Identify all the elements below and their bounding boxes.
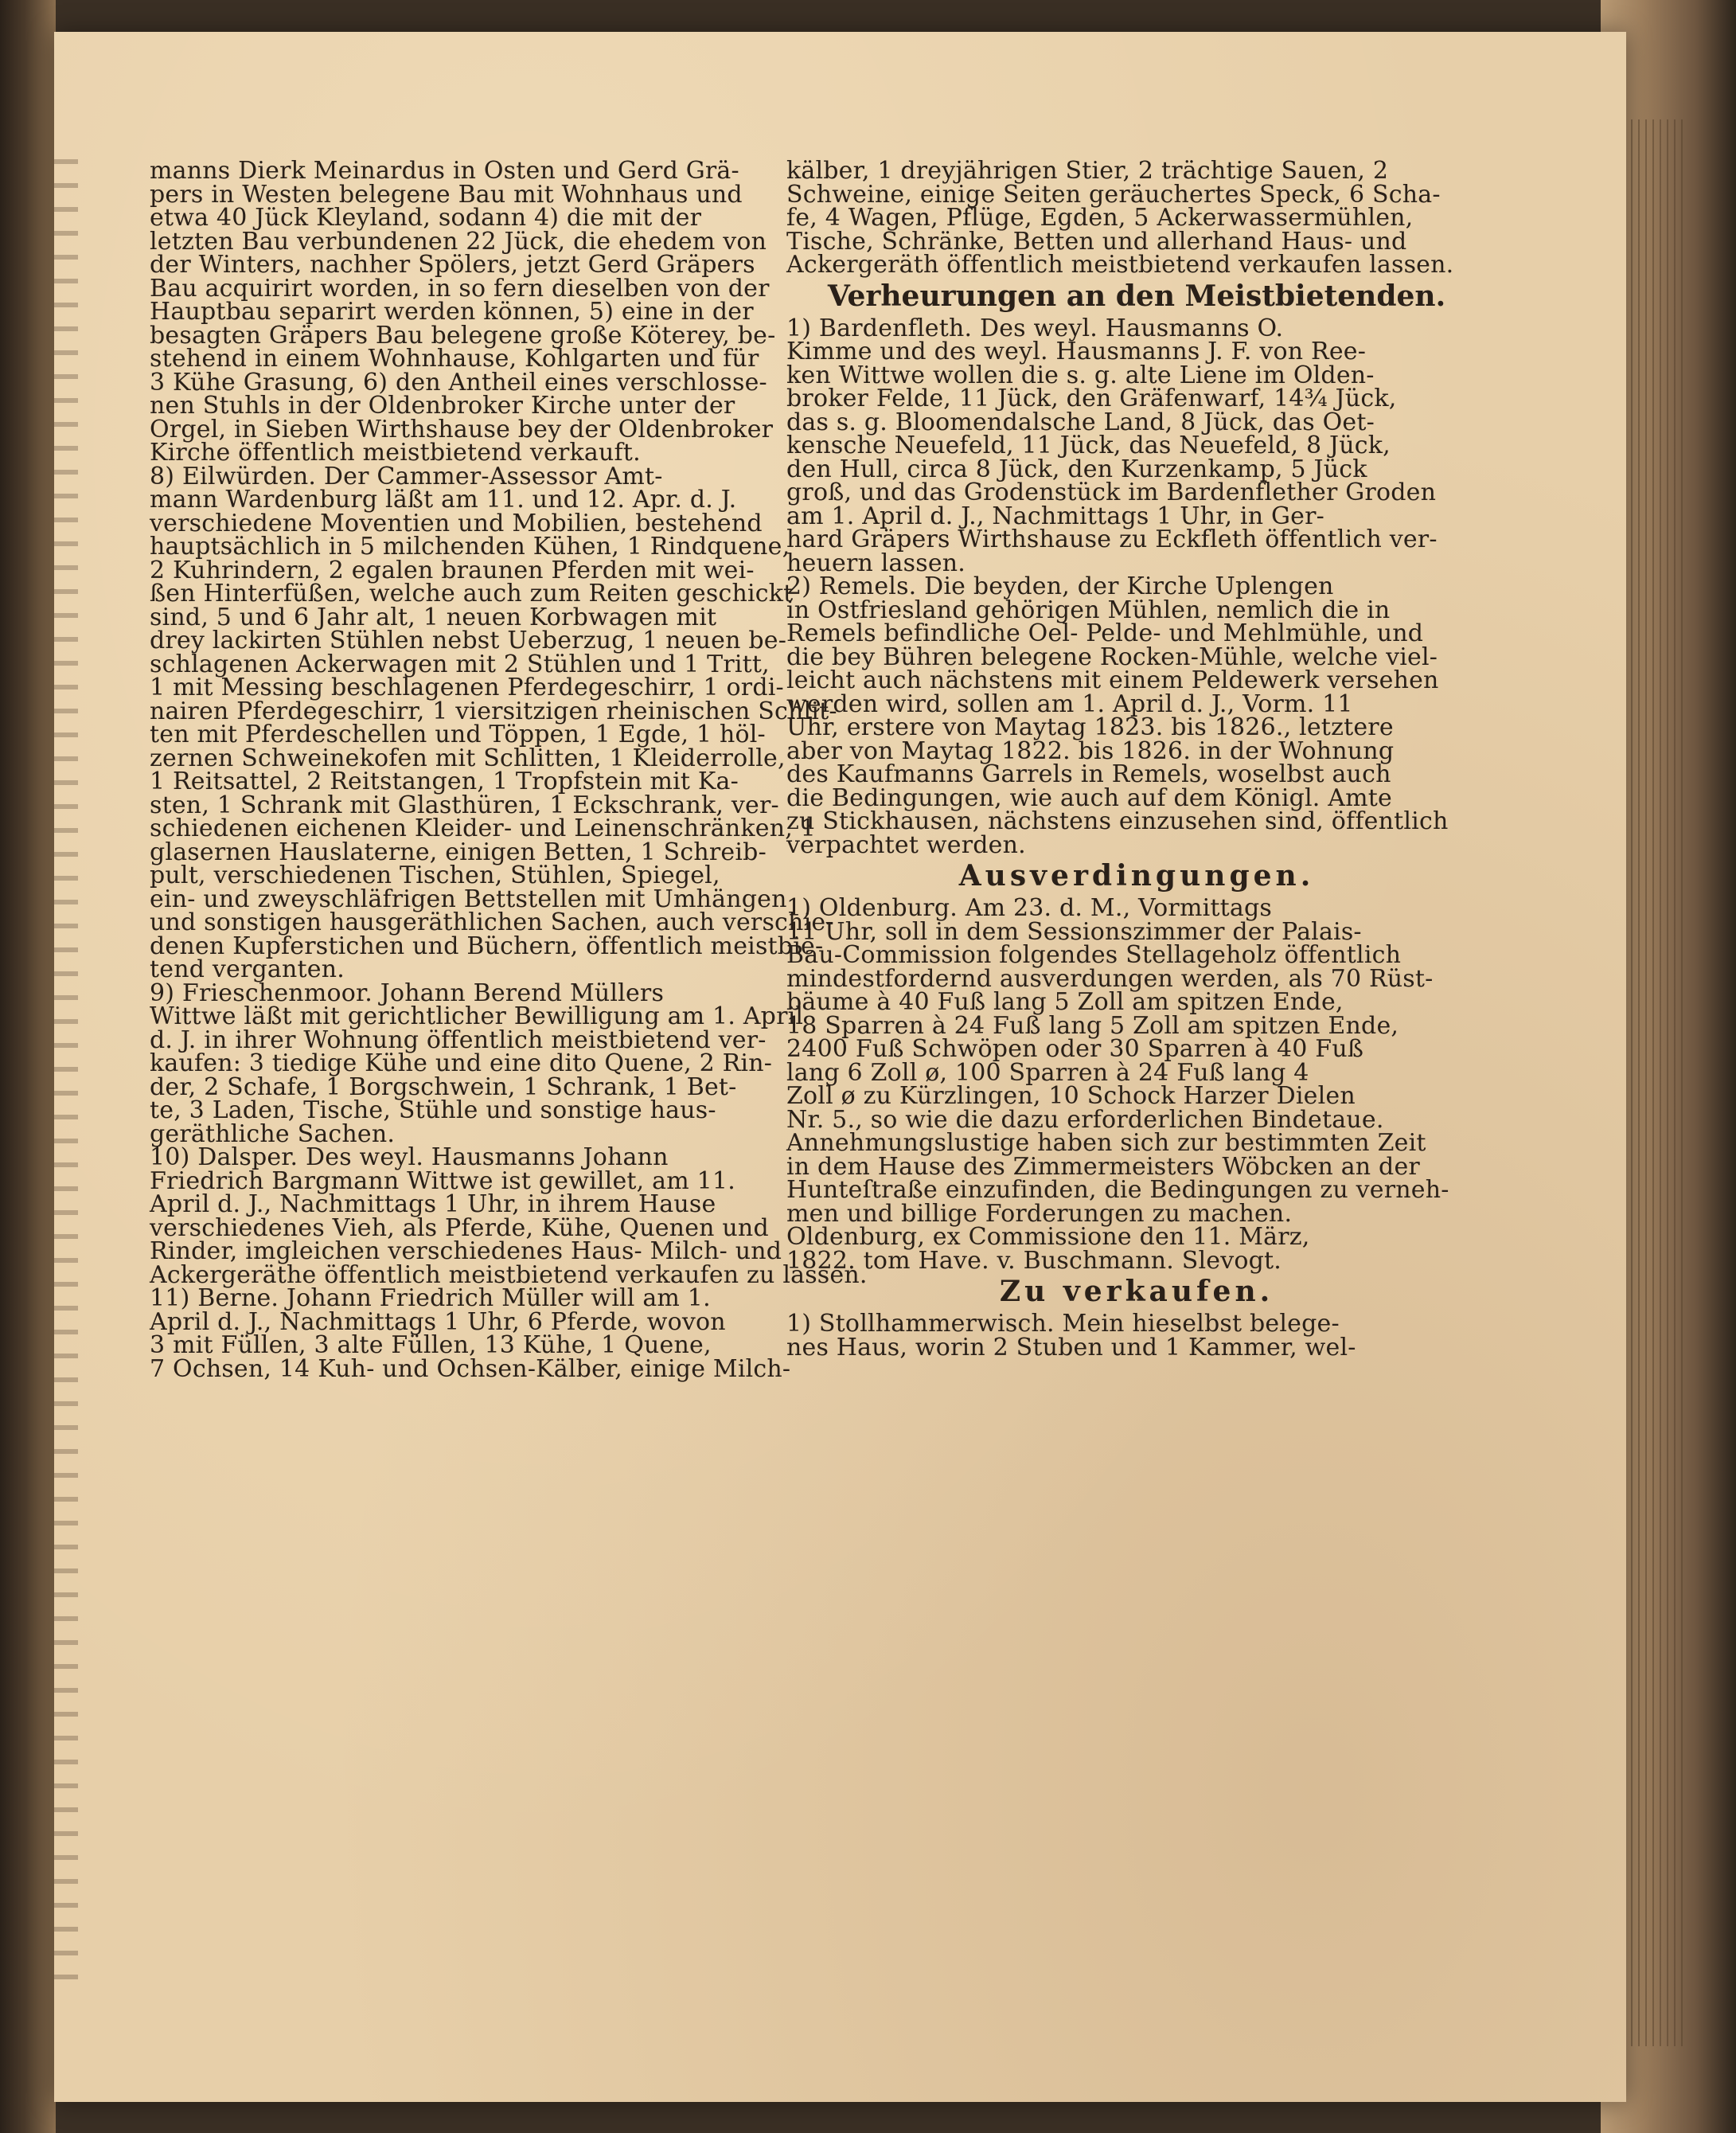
text-line: Hauptbau separirt werden können, 5) eine in der [150, 298, 754, 326]
text-line: in Ostfriesland gehörigen Mühlen, nemlich die in [786, 596, 1391, 624]
text-line: der, 2 Schafe, 1 Borgschwein, 1 Schrank, 1 Bet- [150, 1072, 737, 1101]
text-line: groß, und das Grodenstück im Bardenflether Groden [786, 479, 1437, 506]
text-line: zu Stickhausen, nächstens einzusehen sind, öffentlich [786, 807, 1449, 835]
text-line: am 1. April d. J., Nachmittags 1 Uhr, in Ger- [786, 502, 1324, 530]
text-line: 1 Reitsattel, 2 Reitstangen, 1 Tropfstein mit Ka- [150, 768, 739, 795]
text-line: te, 3 Laden, Tische, Stühle und sonstige haus- [150, 1096, 716, 1124]
text-line: ein- und zweyschläfrigen Bettstellen mit Umhängen [150, 885, 787, 913]
text-line: 2) Remels. Die beyden, der Kirche Uplengen [786, 572, 1334, 600]
text-line: Kimme und des weyl. Hausmanns J. F. von Ree- [786, 338, 1367, 365]
text-line: mann Wardenburg läßt am 11. und 12. Apr. d. J. [150, 486, 737, 514]
text-line: April d. J., Nachmittags 1 Uhr, 6 Pferde, wovon [150, 1307, 726, 1336]
text-line: hard Gräpers Wirthshause zu Eckfleth öffentlich ver- [786, 525, 1438, 553]
text-line: und sonstigen hausgeräthlichen Sachen, auch verschie- [150, 908, 834, 936]
facing-page-margin [54, 159, 78, 1990]
text-line: Bau-Commission folgendes Stellageholz öffentlich [786, 941, 1402, 969]
text-line: 18 Sparren à 24 Fuß lang 5 Zoll am spitzen Ende, [786, 1011, 1399, 1040]
text-line: schiedenen eichenen Kleider- und Leinenschränken, 1 [150, 815, 816, 842]
text-line: Ackergeräth öffentlich meistbietend verkaufen lassen. [786, 251, 1454, 279]
book-page [54, 32, 1626, 2102]
text-line: kälber, 1 dreyjährigen Stier, 2 trächtige Sauen, 2 [786, 157, 1389, 185]
text-line: kaufen: 3 tiedige Kühe und eine dito Quene, 2 Rin- [150, 1049, 773, 1077]
text-line: pult, verschiedenen Tischen, Stühlen, Spiegel, [150, 861, 720, 889]
text-line: geräthliche Sachen. [150, 1119, 396, 1148]
text-line: Annehmungslustige haben sich zur bestimmten Zeit [786, 1129, 1426, 1157]
text-line: nairen Pferdegeschirr, 1 viersitzigen rheinischen Schlit- [150, 697, 837, 725]
text-line: in dem Hause des Zimmermeisters Wöbcken an der [786, 1152, 1420, 1181]
text-line: Wittwe läßt mit gerichtlicher Bewilligung am 1. April [150, 1002, 804, 1030]
text-line: tend verganten. [150, 955, 345, 983]
text-line: verschiedene Moventien und Mobilien, bestehend [150, 509, 763, 537]
text-line: 9) Frieschenmoor. Johann Berend Müllers [150, 979, 665, 1007]
text-line: die Bedingungen, wie auch auf dem Königl. Amte [786, 783, 1393, 812]
left-column [150, 157, 868, 1383]
text-line: hauptsächlich in 5 milchenden Kühen, 1 Rindquene, [150, 533, 790, 561]
text-line: Bau acquirirt worden, in so fern dieselben von der [150, 274, 770, 303]
text-line: 7 Ochsen, 14 Kuh- und Ochsen-Kälber, einige Milch- [150, 1354, 791, 1383]
text-line: das s. g. Bloomendalsche Land, 8 Jück, das Oet- [786, 408, 1375, 436]
text-line: 11 Uhr, soll in dem Sessionszimmer der Palais- [786, 917, 1362, 946]
text-line: werden wird, sollen am 1. April d. J., Vorm. 11 [786, 690, 1353, 718]
heading-zu-verkaufen: Zu verkaufen. [999, 1275, 1274, 1308]
text-line: Kirche öffentlich meistbietend verkauft. [150, 439, 641, 467]
text-line: besagten Gräpers Bau belegene große Köterey, be- [150, 321, 776, 350]
heading-ausverdingungen: Ausverdingungen. [958, 859, 1315, 893]
text-line: 2 Kuhrindern, 2 egalen braunen Pferden mit wei- [150, 556, 755, 584]
text-line: zernen Schweinekofen mit Schlitten, 1 Kleiderrolle, [150, 744, 786, 772]
text-line: Rinder, imgleichen verschiedenes Haus- Milch- und [150, 1237, 782, 1265]
right-column [786, 159, 1487, 1359]
text-line: 1) Bardenfleth. Des weyl. Hausmanns O. [786, 314, 1284, 342]
text-line: sten, 1 Schrank mit Glasthüren, 1 Eckschrank, ver- [150, 791, 779, 819]
text-line: mindestfordernd ausverdungen werden, als 70 Rüst- [786, 964, 1434, 993]
text-line: 2400 Fuß Schwöpen oder 30 Sparren à 40 Fuß [786, 1035, 1364, 1063]
text-line: 1822. tom Have. v. Buschmann. Slevogt. [786, 1246, 1282, 1275]
text-line: 8) Eilwürden. Der Cammer-Assessor Amt- [150, 462, 663, 490]
text-line: stehend in einem Wohnhause, Kohlgarten und für [150, 345, 759, 373]
text-line: men und billige Forderungen zu machen. [786, 1199, 1293, 1228]
text-line: sind, 5 und 6 Jahr alt, 1 neuen Korbwagen mit [150, 603, 717, 631]
text-line: denen Kupferstichen und Büchern, öffentlich meistbie- [150, 932, 824, 960]
text-line: drey lackirten Stühlen nebst Ueberzug, 1 neuen be- [150, 627, 787, 654]
text-line: den Hull, circa 8 Jück, den Kurzenkamp, 5 Jück [786, 455, 1367, 483]
text-line: 1) Stollhammerwisch. Mein hieselbst belege- [786, 1310, 1340, 1338]
text-line: Hunteſtraße einzufinden, die Bedingungen zu verneh- [786, 1176, 1449, 1204]
text-line: schlagenen Ackerwagen mit 2 Stühlen und 1 Tritt, [150, 650, 770, 678]
text-line: 3 Kühe Grasung, 6) den Antheil eines verschlosse- [150, 368, 767, 397]
text-line: bäume à 40 Fuß lang 5 Zoll am spitzen Ende, [786, 988, 1344, 1016]
text-line: 11) Berne. Johann Friedrich Müller will am 1. [150, 1284, 711, 1312]
text-line: 3 mit Füllen, 3 alte Füllen, 13 Kühe, 1 Quene, [150, 1331, 712, 1359]
text-line: ken Wittwe wollen die s. g. alte Liene im Olden- [786, 361, 1375, 389]
text-line: des Kaufmanns Garrels in Remels, woselbst auch [786, 760, 1391, 788]
text-line: heuern lassen. [786, 549, 966, 577]
text-line: glasernen Hauslaterne, einigen Betten, 1 Schreib- [150, 838, 767, 866]
text-line: nen Stuhls in der Oldenbroker Kirche unter der [150, 392, 735, 420]
text-line: die bey Bühren belegene Rocken-Mühle, welche viel- [786, 643, 1438, 671]
text-line: Orgel, in Sieben Wirthshause bey der Oldenbroker [150, 415, 774, 443]
text-line: ten mit Pferdeschellen und Töppen, 1 Egde, 1 höl- [150, 721, 766, 748]
text-line: 1) Oldenburg. Am 23. d. M., Vormittags [786, 894, 1272, 922]
text-line: letzten Bau verbundenen 22 Jück, die ehedem von [150, 227, 767, 256]
text-line: kensche Neuefeld, 11 Jück, das Neuefeld, 8 Jück, [786, 432, 1391, 459]
text-line: broker Felde, 11 Jück, den Gräfenwarf, 14¾ Jück, [786, 385, 1397, 412]
text-line: April d. J., Nachmittags 1 Uhr, in ihrem Hause [150, 1190, 716, 1218]
text-line: fe, 4 Wagen, Pflüge, Egden, 5 Ackerwassermühlen, [786, 204, 1414, 232]
heading-verheurungen: Verheurungen an den Meistbietenden. [827, 279, 1446, 313]
text-line: ßen Hinterfüßen, welche auch zum Reiten geschickt [150, 580, 794, 607]
text-line: Friedrich Bargmann Wittwe ist gewillet, am 11. [150, 1166, 735, 1195]
text-line: nes Haus, worin 2 Stuben und 1 Kammer, wel- [786, 1333, 1356, 1361]
text-line: leicht auch nächstens mit einem Peldewerk versehen [786, 666, 1439, 694]
text-line: Zoll ø zu Kürzlingen, 10 Schock Harzer Dielen [786, 1082, 1356, 1110]
text-line: Remels befindliche Oel- Pelde- und Mehlmühle, und [786, 619, 1424, 647]
text-line: Schweine, einige Seiten geräuchertes Speck, 6 Scha- [786, 180, 1441, 209]
text-line: d. J. in ihrer Wohnung öffentlich meistbietend ver- [150, 1025, 767, 1054]
text-line: Tische, Schränke, Betten und allerhand Haus- und [786, 227, 1407, 256]
text-line: Uhr, erstere von Maytag 1823. bis 1826., letztere [786, 713, 1394, 741]
text-line: manns Dierk Meinardus in Osten und Gerd Grä- [150, 157, 739, 185]
text-line: Oldenburg, ex Commissione den 11. März, [786, 1223, 1310, 1251]
text-line: verpachtet werden. [786, 830, 1026, 859]
text-line: verschiedenes Vieh, als Pferde, Kühe, Quenen und [150, 1213, 769, 1242]
book-binding [0, 0, 56, 2133]
text-line: lang 6 Zoll ø, 100 Sparren à 24 Fuß lang 4 [786, 1058, 1309, 1087]
text-line: aber von Maytag 1822. bis 1826. in der Wohnung [786, 736, 1395, 765]
text-line: der Winters, nachher Spölers, jetzt Gerd Gräpers [150, 251, 755, 279]
text-line: 10) Dalsper. Des weyl. Hausmanns Johann [150, 1143, 669, 1171]
text-line: Ackergeräthe öffentlich meistbietend verkaufen zu lassen. [150, 1260, 868, 1289]
text-line: Nr. 5., so wie die dazu erforderlichen Bindetaue. [786, 1105, 1384, 1134]
text-line: 1 mit Messing beschlagenen Pferdegeschirr, 1 ordi- [150, 674, 784, 701]
text-line: etwa 40 Jück Kleyland, sodann 4) die mit der [150, 204, 702, 232]
text-line: pers in Westen belegene Bau mit Wohnhaus und [150, 180, 743, 209]
page-edge-lines [1617, 119, 1688, 2046]
